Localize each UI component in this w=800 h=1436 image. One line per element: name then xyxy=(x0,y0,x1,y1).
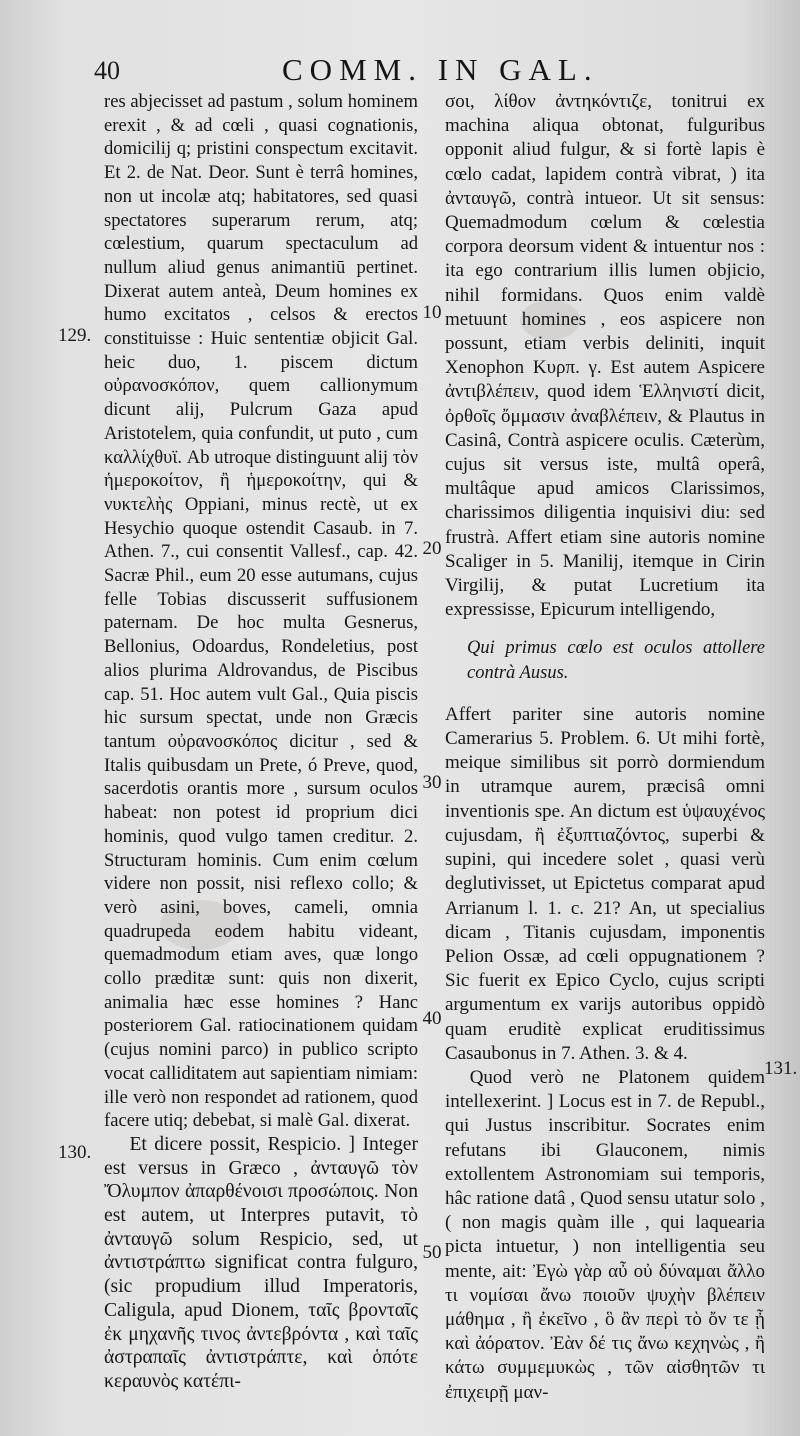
margin-note: 129. xyxy=(58,325,92,346)
running-head: COMM. IN GAL. xyxy=(282,52,599,87)
page-header xyxy=(0,52,800,92)
paragraph: Affert pariter sine autoris nomine Camerarius 5. Problem. 6. Ut mihi fortè, meique similibus sit porrò dormiendum in utramque aurem, præcisâ omni inventionis spe. An dictum est ὑψαυχένος cujusdam, ἢ ἐξυπτιαζόντος, superbi & supini, qui incedere solet , quasi verù deglutivisset, ut Epictetus comparat apud Arrianum l. 1. c. 21? An, ut specialius dicam , Titanis cujusdam, imponentis Pelion Ossæ, ad cœli oppugnationem ? Sic fuerit ex Epico Cyclo, cujus scripti argumentum ex varijs autoribus oppidò quam eruditè explicat eruditissimus Casaubonus in 7. Athen. 3. & 4. xyxy=(445,703,765,1064)
margin-note: 131. xyxy=(764,1058,798,1079)
paragraph: Quod verò ne Platonem quidem intellexerint. ] Locus est in 7. de Republ., qui Justus inscribitur. Socrates enim refutans ibi Glauconem, nimis extollentem Astronomiam sui temporis, hâc ratione datâ , Quod sensu utatur solo , ( non magis quàm ille , qui laquearia picta intuetur, ) non intelligentia seu mente, ait: Ἐγὼ γὰρ αὖ οὐ δύναμαι ἄλλο τι νομίσαι ἄνω ποιοῦν ψυχὴν βλέπειν μάθημα , ἢ ἐκεῖνο , ὃ ἂν περὶ τὸ ὄν τε ᾖ καὶ ἀόρατον. Ἐὰν δέ τις ἄνω κεχηνὼς , ἢ κάτω συμμεμυκὼς , τῶν αἰσθητῶν τι ἐπιχειρῇ μαν- xyxy=(445,1066,765,1403)
line-number: 30 xyxy=(422,772,442,793)
verse-quotation: Qui primus cœlo est oculos attollere contrà Ausus. xyxy=(467,638,765,683)
line-number: 20 xyxy=(422,538,442,559)
right-column xyxy=(445,90,765,1405)
line-number: 10 xyxy=(422,302,442,323)
line-number: 50 xyxy=(422,1242,442,1263)
margin-note: 130. xyxy=(58,1142,92,1163)
paragraph: Et dicere possit, Respicio. ] Integer est versus in Græco , ἀνταυγῶ τὸν Ὄλυμπον ἀπαρθένοισι προσώποις. Non est autem, ut Interpres putavit, τὸ ἀνταυγῶ solum Respicio, sed, ut ἀντιστράπτω significat contra fulguro, (sic propudium illud Imperatoris, Caligula, apud Dionem, ταῖς βρονταῖς ἐκ μηχανῆς τινος ἀντεβρόντα , καὶ ταῖς ἀστραπαῖς ἀντιστράπτε, καὶ ὁπότε κεραυνὸς κατέπι- xyxy=(104,1133,418,1392)
line-number: 40 xyxy=(422,1008,442,1029)
paragraph: res abjecisset ad pastum , solum hominem erexit , & ad cœli , quasi cognationis, domicilij q; pristini conspectum excitavit. Et 2. de Nat. Deor. Sunt è terrâ homines, non ut incolæ atq; habitatores, sed quasi spectatores superarum rerum, atq; cœlestium, quarum spectaculum ad nullum aliud genus animantiū pertinet. Dixerat autem anteà, Deum homines ex humo excitatos , celsos & erectos constituisse : Huic sententiæ objicit Gal. heic duo, 1. piscem dictum οὐρανοσκόπον, quem callionymum dicunt alij, Pulcrum Gaza apud Aristotelem, quia confundit, ut puto , cum καλλίχθυϊ. Ab utroque distinguunt alij τὸν ἡμεροκοίτον, ἢ ἡμεροκοίτην, qui & νυκτελὴς Oppiani, minus rectè, ut ex Hesychio quoque ostendit Casaub. in 7. Athen. 7., cui consentit Vallesf., cap. 42. Sacræ Phil., eum 20 esse autumans, cujus felle Tobias discusserit suffusionem paternam. De hoc multa Gesnerus, Bellonius, Odoardus, Rondeletius, post alios plurima Aldrovandus, de Piscibus cap. 51. Hoc autem vult Gal., Quia piscis hic sursum spectat, unde non Græcis tantum οὐρανοσκόπος dicitur , sed & Italis quibusdam un Prete, ó Preve, quod, sacerdotis orantis more , sursum oculos habeat: non potest id proprium dici hominis, quod vulgo tamen creditur. 2. Structuram hominis. Cum enim cœlum videre non possit, nisi reflexo collo; & verò asini, boves, cameli, omnia quadrupeda eodem habitu videant, quemadmodum etiam aves, quæ longo collo præditæ sunt: quis non dixerit, animalia hæc esse homines ? Hanc posteriorem Gal. ratiocinationem quidam (cujus nomini parco) in publico scripto vocat calliditatem aut sapientiam nimiam: ille verò non respondet ad rationem, quod facere utiq; debebat, si malè Gal. dixerat. xyxy=(104,91,418,1132)
page-number: 40 xyxy=(94,56,120,85)
paragraph: σοι, λίθον ἀντηκόντιζε, tonitrui ex machina aliqua obtonat, fulguribus opponit aliud fulgur, & si fortè lapis è cœlo cadat, lapidem contrà vibrat, ) ita ἀνταυγῶ, contrà intueor. Ut sit sensus: Quemadmodum cœlum & cœlestia corpora deorsum vident & intuentur nos : ita ego contrarium illis lumen objicio, nihil formidans. Quos enim valdè metuunt homines , eos aspicere non possunt, etiam verbis deliniti, inquit Xenophon Κυρπ. γ. Est autem Aspicere ἀντιβλέπειν, quod idem Ἑλληνιστί dicit, ὀρθοῖς ὄμμασιν ἀναβλέπειν, & Plautus in Casinâ, Contrà aspicere oculis. Cæterùm, cujus sit versus iste, multâ operâ, multâque apud amicos Clarissimos, charissimos diligentia inquisivi diu: sed frustrà. Affert etiam sine autoris nomine Scaliger in 5. Manilij, itemque in Cirin Virgilij, & putat Lucretium ita expressisse, Epicurum intelligendo, xyxy=(445,91,765,621)
left-column xyxy=(104,90,418,1394)
